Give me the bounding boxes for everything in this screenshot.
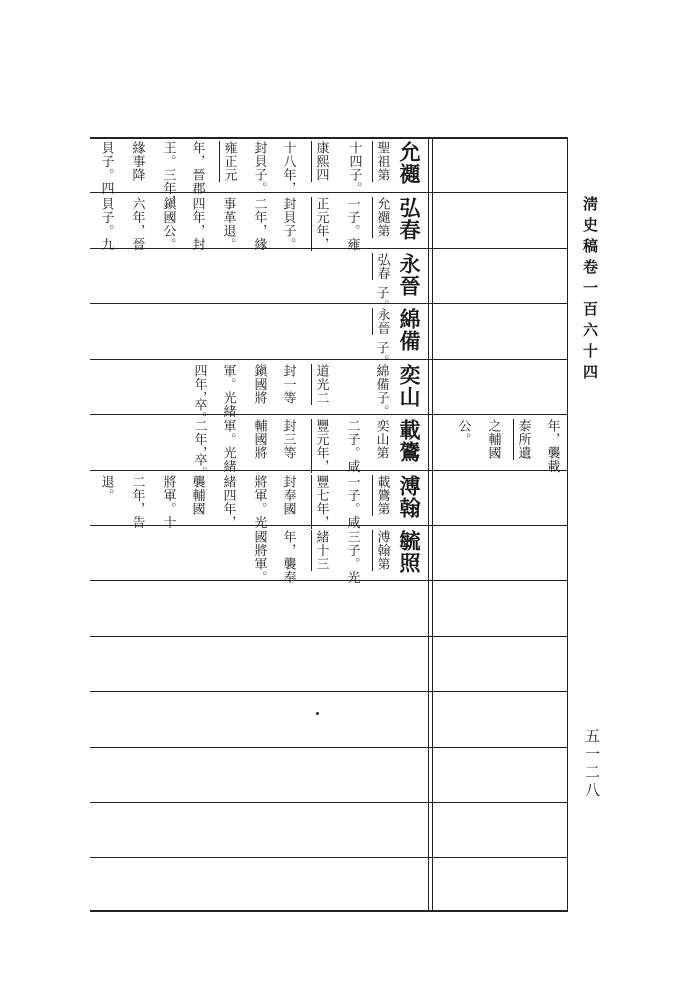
- page-number: 五一二八: [583, 728, 601, 800]
- entry-text-col: 奕山第: [373, 419, 389, 460]
- entry-text-col: 十四子。: [346, 141, 362, 195]
- entry-extra-col: 之輔國: [485, 419, 501, 460]
- entry-text-col: 豐七年，: [311, 475, 329, 529]
- entry-extra-col: 年，襲載: [544, 419, 560, 473]
- entry-text-col: 退。: [98, 475, 114, 502]
- entry-text-col: 四年，封: [189, 197, 205, 251]
- entry-text-col: 溥翰第: [372, 530, 390, 571]
- entry-text-col: 六年，晉: [129, 197, 145, 251]
- entry-text-col: 封貝子。: [280, 197, 296, 251]
- entry-text-col: 貝子。四: [98, 141, 114, 195]
- entry-text-col: 鎭國將: [251, 364, 267, 405]
- row-divider: [90, 303, 568, 304]
- entry-name: 永晉: [397, 253, 422, 297]
- entry-text-col: 二年，告: [129, 475, 145, 529]
- entry-extra-col: 公。: [455, 419, 471, 446]
- entry-name: 載鷟: [397, 419, 422, 463]
- entry-text-col: 豐元年，: [311, 419, 329, 473]
- row-divider: [90, 691, 568, 692]
- entry-text-col: 輔國將: [251, 419, 267, 460]
- row-divider: [90, 470, 568, 471]
- row-divider: [90, 359, 568, 360]
- entry-name: 奕山: [397, 364, 422, 408]
- entry-text-col: 卒。: [191, 398, 207, 425]
- print-speck: [316, 712, 319, 715]
- entry-text-col: 一子。雍: [344, 197, 360, 251]
- entry-text-col: 封奉國: [280, 475, 296, 516]
- entry-text-col: 康熙四: [311, 141, 329, 182]
- entry-extra-col: 泰所遺: [513, 419, 531, 460]
- row-divider: [90, 802, 568, 803]
- entry-text-col: 襲輔國: [189, 475, 205, 516]
- entry-name: 溥翰: [397, 475, 422, 519]
- table-top-rule: [90, 137, 568, 139]
- entry-text-col: 永晉: [372, 308, 390, 335]
- entry-text-col: 緒十三: [311, 530, 329, 571]
- entry-text-col: 將軍。光: [251, 475, 267, 529]
- entry-text-col: 貝子。九: [98, 197, 114, 251]
- entry-name: 綿備: [397, 308, 422, 352]
- entry-text-col: 綿備子。: [373, 364, 389, 418]
- table-right-border: [567, 137, 568, 912]
- entry-text-col: 子。: [373, 286, 389, 313]
- row-divider: [90, 747, 568, 748]
- entry-text-col: 雍正元: [219, 141, 237, 182]
- entry-text-col: 三子。光: [344, 530, 360, 584]
- entry-name: 允禵: [397, 141, 422, 185]
- entry-text-col: 道光二: [311, 364, 329, 405]
- entry-text-col: 封一等: [280, 364, 296, 405]
- entry-text-col: 載鷟第: [372, 475, 390, 516]
- entry-text-col: 允禵第: [372, 197, 390, 238]
- row-divider: [90, 636, 568, 637]
- entry-text-col: 封三等: [280, 419, 296, 460]
- entry-text-col: 聖祖第: [372, 141, 390, 182]
- entry-text-col: 正元年，: [311, 197, 329, 251]
- entry-text-col: 年，晉郡: [189, 141, 205, 195]
- entry-text-col: 軍。光緒: [220, 364, 236, 418]
- entry-text-col: 事革退。: [220, 197, 236, 251]
- entry-text-col: 王。三年，: [160, 141, 176, 209]
- row-divider: [90, 857, 568, 858]
- entry-text-col: 軍。光緒: [220, 419, 236, 473]
- entry-name: 弘春: [397, 197, 422, 241]
- entry-text-col: 封貝子。: [251, 141, 267, 195]
- row-divider: [90, 580, 568, 581]
- volume-title: 淸史稿卷一百六十四: [581, 196, 599, 385]
- entry-text-col: 四年，: [191, 364, 207, 405]
- entry-text-col: 一子。咸: [344, 475, 360, 529]
- entry-text-col: 鎭國公。: [160, 197, 176, 251]
- entry-text-col: 二子。咸: [344, 419, 360, 473]
- row-divider: [90, 414, 568, 415]
- entry-text-col: 年，襲奉: [280, 530, 296, 584]
- entry-text-col: 十八年，: [280, 141, 296, 195]
- entry-text-col: 緒四年，: [220, 475, 236, 529]
- table-bottom-rule: [90, 910, 568, 912]
- entry-name: 毓照: [397, 530, 422, 574]
- entry-text-col: 二年，: [191, 419, 207, 460]
- entry-text-col: 國將軍。: [251, 530, 267, 584]
- entry-text-col: 卒。: [191, 453, 207, 480]
- column-divider: [428, 137, 433, 912]
- entry-text-col: 緣事降: [129, 141, 145, 182]
- entry-text-col: 弘春: [372, 253, 390, 280]
- entry-text-col: 子。: [373, 341, 389, 368]
- entry-text-col: 將軍。十: [160, 475, 176, 529]
- entry-text-col: 二年，緣: [251, 197, 267, 251]
